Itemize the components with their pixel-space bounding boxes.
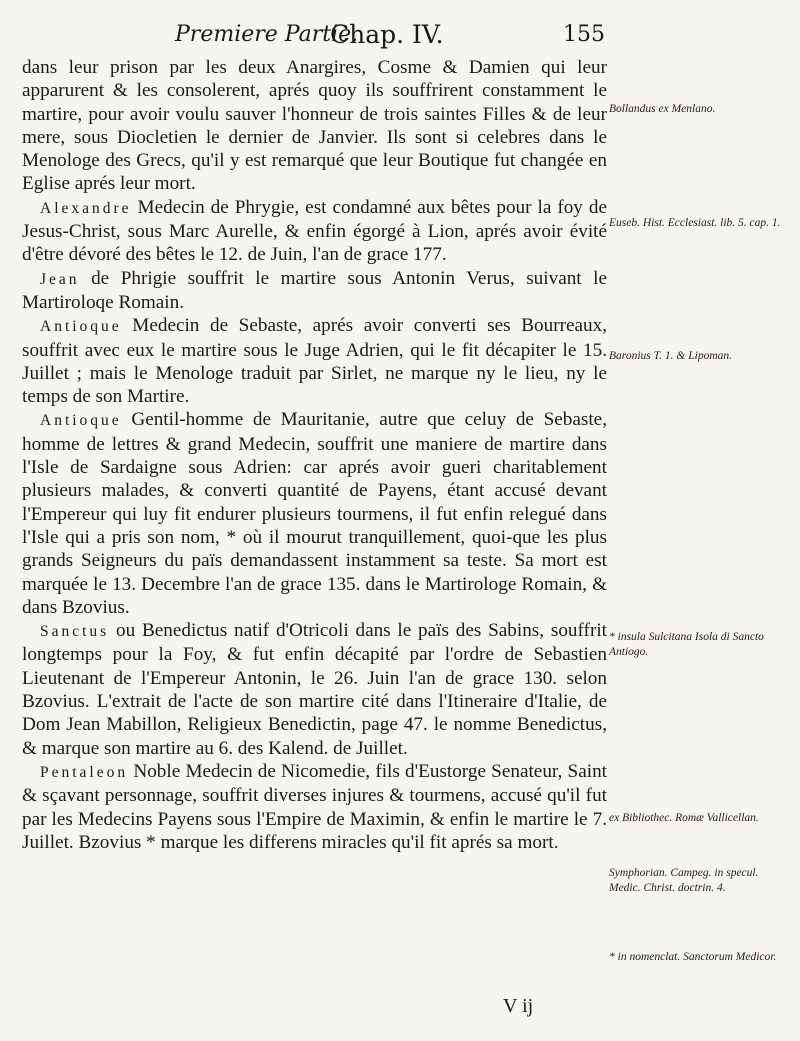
paragraph-text: ou Benedictus natif d'Otricoli dans le païs des Sabins, souffrit longtemps pour la Foy, & fut enfin décapité par l'ordre de Sebastien Lieutenant de l'Empereur Antonin, le 26. Juin l'an de grace 130. selon Bzovius. L'extrait de l'acte de son martire cité dans l'Itineraire d'Italie, de Dom Jean Mabillon, Religieux Benedictin, page 47. le nomme Benedictus, & marque son martire au 6. des Kalend. de Juillet.	[22, 620, 607, 759]
margin-note: * insula Sulcitana Isola di Sancto Antiogo.	[609, 631, 764, 658]
margin-note: ex Bibliothec. Romæ Vallicellan.	[609, 812, 759, 824]
paragraph-text: Gentil-homme de Mauritanie, autre que celuy de Sebaste, homme de lettres & grand Medecin, souffrit une maniere de martire dans l'Isle de Sardaigne sous Adrien: car aprés avoir gueri charitablement plusieurs malades, & converti quantité de Payens, étant accusé devant l'Empereur qui luy fit endurer plusieurs tourmens, il fut enfin relegué dans l'Isle qui a pris son nom, * où il mourut tranquillement, quoi-que les plus grands Seigneurs du païs demandassent instamment sa teste. Sa mort est marquée le 13. Decembre l'an de grace 135. dans le Martirologe Romain, & dans Bzovius.	[22, 409, 607, 618]
paragraph-antioque-sebaste	[22, 314, 607, 408]
paragraph-alexandre	[22, 196, 607, 267]
paragraph-text: Medecin de Sebaste, aprés avoir converti ses Bourreaux, souffrit avec eux le martire sous le Juge Adrien, qui le fit décapiter le 15. Juillet ; mais le Menologe traduit par Sirlet, ne marque ny le lieu, ny le temps de son Martire.	[22, 315, 607, 408]
saint-name: Sanctus	[40, 623, 110, 641]
paragraph-text: de Phrigie souffrit le martire sous Antonin Verus, suivant le Martiroloqe Romain.	[22, 267, 607, 313]
page-number: 155	[563, 22, 605, 47]
chapter-title: Chap. IV.	[330, 20, 444, 49]
part-title: Premiere Partie.	[175, 22, 359, 47]
margin-note: Euseb. Hist. Ecclesiast. lib. 5. cap. 1.	[609, 217, 781, 229]
saint-name: Antioque	[40, 412, 122, 430]
margin-note: Symphorian. Campeg. in specul. Medic. Christ. doctrin. 4.	[609, 867, 759, 894]
saint-name: Jean	[40, 270, 80, 288]
margin-note: * in nomenclat. Sanctorum Medicor.	[609, 951, 777, 963]
main-text	[22, 56, 607, 854]
saint-name: Antioque	[40, 318, 122, 336]
running-header	[0, 18, 800, 54]
signature-mark: V ij	[503, 995, 534, 1017]
paragraph-text: dans leur prison par les deux Anargires, Cosme & Damien qui leur apparurent & les consolerent, aprés quoy ils souffrirent constamment le martire, pour avoir voulu sauver l'honneur de trois saintes Filles & de leur mere, sous Diocletien le dernier de Janvier. Ils sont si celebres dans le Menologe des Grecs, qu'il y est remarqué que leur Boutique fut changée en Eglise aprés leur mort.	[22, 57, 607, 195]
paragraph-pentaleon	[22, 760, 607, 854]
paragraph-antioque-mauritanie	[22, 408, 607, 619]
margin-note: Baronius T. 1. & Lipoman.	[609, 350, 733, 362]
saint-name: Alexandre	[40, 199, 132, 217]
paragraph-sanctus	[22, 619, 607, 760]
paragraph-jean	[22, 267, 607, 315]
paragraph-text: Medecin de Phrygie, est condamné aux bêtes pour la foy de Jesus-Christ, sous Marc Aurelle, & enfin égorgé à Lion, aprés avoir évité d'être dévoré des bêtes le 12. de Juin, l'an de grace 177.	[22, 196, 607, 266]
margin-note: Bollandus ex Menlano.	[609, 103, 716, 115]
paragraph-1	[22, 56, 607, 196]
saint-name: Pentaleon	[40, 763, 129, 781]
paragraph-text: Noble Medecin de Nicomedie, fils d'Eustorge Senateur, Saint & sçavant personnage, souffrit diverses injures & tourmens, accusé qu'il fut par les Medecins Payens sous l'Empire de Maximin, & enfin le martire le 7. Juillet. Bzovius * marque les differens miracles qu'il fit aprés sa mort.	[22, 760, 607, 853]
